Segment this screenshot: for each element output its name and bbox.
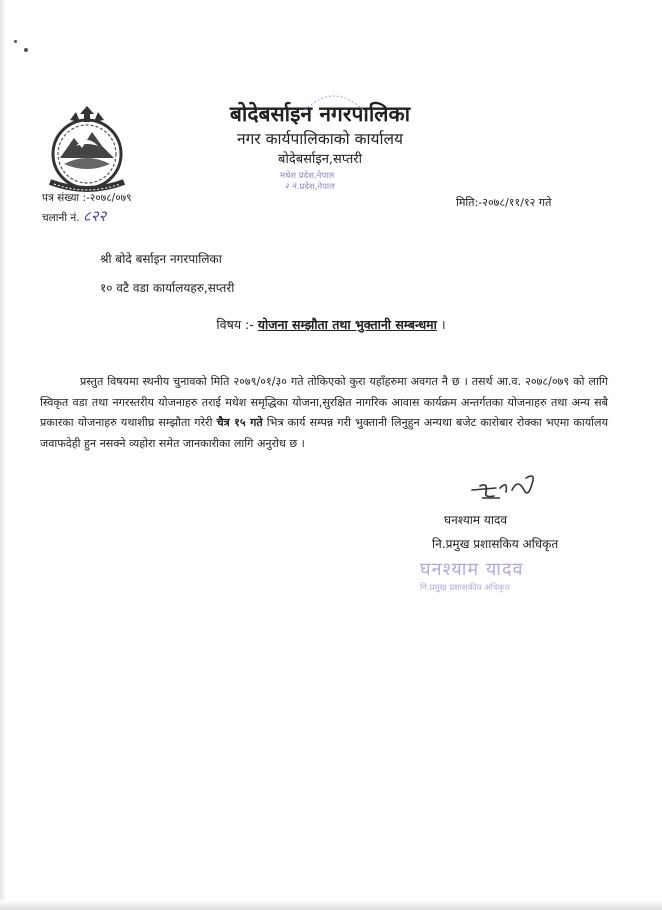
recipient-block — [100, 245, 234, 303]
body-paragraph — [40, 372, 608, 454]
signatory-title: नि.प्रमुख प्रशासकिय अधिकृत — [432, 537, 559, 551]
subject-label: विषय :- — [216, 317, 254, 332]
subject-text: योजना सम्झौता तथा भुक्तानी सम्बन्धमा — [257, 317, 437, 332]
recipient-line1: श्री बोदे बर्साइन नगरपालिका — [100, 252, 222, 266]
scan-edge-left — [0, 0, 6, 910]
nepal-emblem-icon — [40, 104, 134, 194]
dispatch-number: ८२२ — [82, 207, 107, 225]
seal-stamp-line2: २ नं.प्रदेश,नेपाल — [285, 182, 335, 192]
reference-block — [42, 189, 132, 227]
handwritten-signature — [466, 468, 556, 508]
office-name: नगर कार्यपालिकाको कार्यालय — [236, 130, 404, 148]
name-stamp-title: नि.प्रमुख प्रशासकीय अधिकृत — [420, 583, 510, 593]
recipient-line2: १० वटै वडा कार्यालयहरु,सप्तरी — [100, 281, 235, 295]
signatory-name: घनश्याम यादव — [444, 513, 508, 527]
signatory-block — [432, 508, 558, 556]
deadline-date: चैत्र १५ गते — [216, 416, 263, 430]
dispatch-label: चलानी नं. — [42, 212, 80, 224]
dispatch-row — [42, 207, 132, 227]
office-address: बोदेबर्साइन,सप्तरी — [278, 152, 362, 167]
scan-speck — [14, 40, 17, 43]
scan-edge-bottom — [0, 900, 662, 910]
name-stamp-name: घनश्याम यादव — [420, 559, 524, 580]
scan-speck — [24, 48, 28, 52]
subject-end: । — [440, 317, 446, 332]
letter-date: मिति:-२०७८/११/१२ गते — [456, 196, 552, 209]
seal-stamp-arc — [296, 85, 372, 115]
body-text-part2: भित्र कार्य सम्पन्न गरी भुक्तानी लिनुहुन अन्यथा बजेट कारोबार रोक्का भएमा कार्यालय जवाफदेही हुन नसक्ने व्यहोरा समेत जानकारीका लागि अनुरोध छ । — [40, 416, 609, 450]
name-stamp — [420, 557, 570, 593]
letter-body — [40, 372, 608, 454]
organization-name: बोदेबर्साइन नगरपालिका — [229, 101, 411, 126]
body-text-part1: प्रस्तुत विषयमा स्थनीय चुनावको मिति २०७९/०१/३० गते तोकिएको कुरा यहाँहरुमा अवगत नै छ । तसर्थ आ.व. २०७८/०७९ को लागि स्विकृत वडा तथा नगरस्तरीय योजनाहरु तराई मधेश समृद्धिका योजना,सुरक्षित नागरिक आवास कार्यक्रम अन्तर्गतका योजनाहरु तथा अन्य सबै प्रकारका योजनाहरु यथाशीघ्र सम्झौता गरेरी — [40, 375, 608, 430]
letter-number: पत्र संख्या :-२०७८/०७९ — [42, 192, 132, 204]
subject-line — [0, 316, 662, 333]
seal-stamp-line1: मधेश प्रदेश,नेपाल — [280, 171, 335, 181]
